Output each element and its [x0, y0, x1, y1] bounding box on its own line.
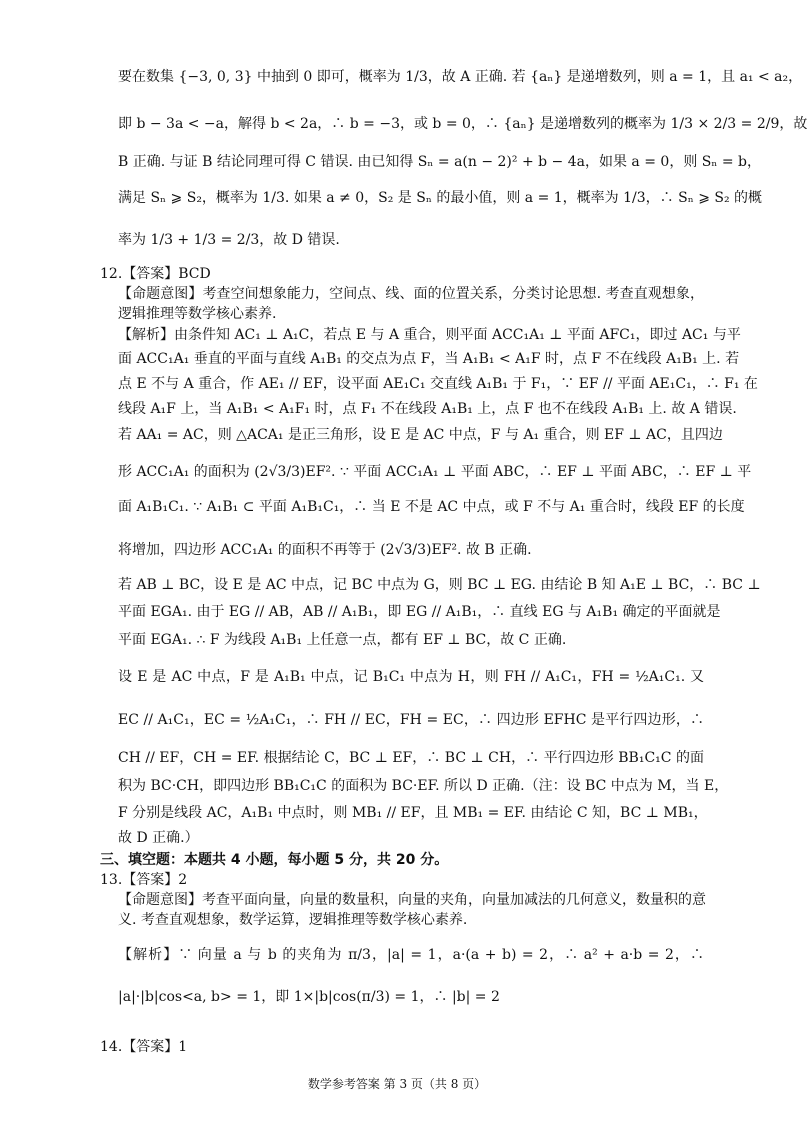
text-line: 若 AB ⊥ BC，设 E 是 AC 中点，记 BC 中点为 G，则 BC ⊥ EG. 由结论 B 知 A₁E ⊥ BC，∴ BC ⊥ — [118, 577, 761, 593]
text-line: 形 ACC₁A₁ 的面积为 (2√3/3)EF². ∵ 平面 ACC₁A₁ ⊥ 平面 ABC，∴ EF ⊥ 平面 ABC，∴ EF ⊥ 平 — [118, 464, 752, 480]
text-line: CH // EF，CH = EF. 根据结论 C，BC ⊥ EF，∴ BC ⊥ CH，∴ 平行四边形 BB₁C₁C 的面 — [118, 750, 704, 766]
answer-heading-14: 14.【答案】1 — [100, 1039, 188, 1055]
text-line: 线段 A₁F 上，当 A₁B₁ < A₁F₁ 时，点 F₁ 不在线段 A₁B₁ 上，点 F 也不在线段 A₁B₁ 上. 故 A 错误. — [118, 401, 737, 417]
text-line: 逻辑推理等数学核心素养. — [118, 306, 277, 322]
answer-heading-13: 13.【答案】2 — [100, 872, 188, 888]
text-line: 义. 考查直观想象，数学运算，逻辑推理等数学核心素养. — [118, 912, 468, 928]
text-line: 【命题意图】考查空间想象能力，空间点、线、面的位置关系，分类讨论思想. 考查直观想象， — [118, 286, 704, 302]
text-line: 故 D 正确.） — [118, 830, 199, 846]
text-line: 即 b − 3a < −a，解得 b < 2a，∴ b = −3，或 b = 0，∴ {aₙ} 是递增数列的概率为 1/3 × 2/3 = 2/9，故 — [118, 116, 807, 132]
page-footer: 数学参考答案 第 3 页（共 8 页） — [307, 1077, 487, 1091]
text-line: 要在数集 {−3, 0, 3} 中抽到 0 即可，概率为 1/3，故 A 正确. 若 {aₙ} 是递增数列，则 a = 1，且 a₁ < a₂， — [118, 69, 803, 85]
text-line: 【命题意图】考查平面向量，向量的数量积，向量的夹角，向量加减法的几何意义，数量积的意 — [118, 892, 706, 908]
text-line: EC // A₁C₁，EC = ½A₁C₁，∴ FH // EC，FH = EC，∴ 四边形 EFHC 是平行四边形，∴ — [118, 712, 704, 728]
text-line: B 正确. 与证 B 结论同理可得 C 错误. 由已知得 Sₙ = a(n − 2)² + b − 4a，如果 a = 0，则 Sₙ = b， — [118, 154, 762, 170]
text-line: 【解析】由条件知 AC₁ ⊥ A₁C，若点 E 与 A 重合，则平面 ACC₁A₁ ⊥ 平面 AFC₁，即过 AC₁ 与平 — [118, 327, 741, 343]
text-line: 平面 EGA₁. ∴ F 为线段 A₁B₁ 上任意一点，都有 EF ⊥ BC，故 C 正确. — [118, 632, 567, 648]
section-heading: 三、填空题：本题共 4 小题，每小题 5 分，共 20 分。 — [100, 852, 449, 868]
text-line: F 分别是线段 AC，A₁B₁ 中点时，则 MB₁ // EF，且 MB₁ = EF. 由结论 C 知，BC ⊥ MB₁， — [118, 805, 708, 821]
text-line: 面 A₁B₁C₁. ∵ A₁B₁ ⊂ 平面 A₁B₁C₁，∴ 当 E 不是 AC 中点，或 F 不与 A₁ 重合时，线段 EF 的长度 — [118, 499, 745, 515]
text-line: 面 ACC₁A₁ 垂直的平面与直线 A₁B₁ 的交点为点 F，当 A₁B₁ < A₁F 时，点 F 不在线段 A₁B₁ 上. 若 — [118, 351, 740, 367]
answer-heading-12: 12.【答案】BCD — [100, 266, 211, 282]
text-line: 设 E 是 AC 中点，F 是 A₁B₁ 中点，记 B₁C₁ 中点为 H，则 FH // A₁C₁，FH = ½A₁C₁. 又 — [118, 669, 704, 685]
text-line: 积为 BC·CH，即四边形 BB₁C₁C 的面积为 BC·EF. 所以 D 正确.（注：设 BC 中点为 M，当 E， — [118, 778, 729, 794]
text-line: 将增加，四边形 ACC₁A₁ 的面积不再等于 (2√3/3)EF². 故 B 正确. — [118, 542, 532, 558]
text-line: 【解析】∵ 向量 a 与 b 的夹角为 π/3，|a| = 1，a·(a + b) = 2，∴ a² + a·b = 2，∴ — [118, 947, 704, 963]
text-line: 平面 EGA₁. 由于 EG // AB，AB // A₁B₁，即 EG // A₁B₁，∴ 直线 EG 与 A₁B₁ 确定的平面就是 — [118, 604, 721, 620]
text-line: 点 E 不与 A 重合，作 AE₁ // EF，设平面 AE₁C₁ 交直线 A₁B₁ 于 F₁，∵ EF // 平面 AE₁C₁，∴ F₁ 在 — [118, 376, 758, 392]
text-line: 率为 1/3 + 1/3 = 2/3，故 D 错误. — [118, 232, 340, 248]
text-line: 满足 Sₙ ⩾ S₂，概率为 1/3. 如果 a ≠ 0，S₂ 是 Sₙ 的最小值，则 a = 1，概率为 1/3，∴ Sₙ ⩾ S₂ 的概 — [118, 190, 763, 206]
text-line: |a|·|b|cos<a, b> = 1，即 1×|b|cos(π/3) = 1，∴ |b| = 2 — [118, 989, 500, 1005]
text-line: 若 AA₁ = AC，则 △ACA₁ 是正三角形，设 E 是 AC 中点，F 与 A₁ 重合，则 EF ⊥ AC，且四边 — [118, 427, 723, 443]
